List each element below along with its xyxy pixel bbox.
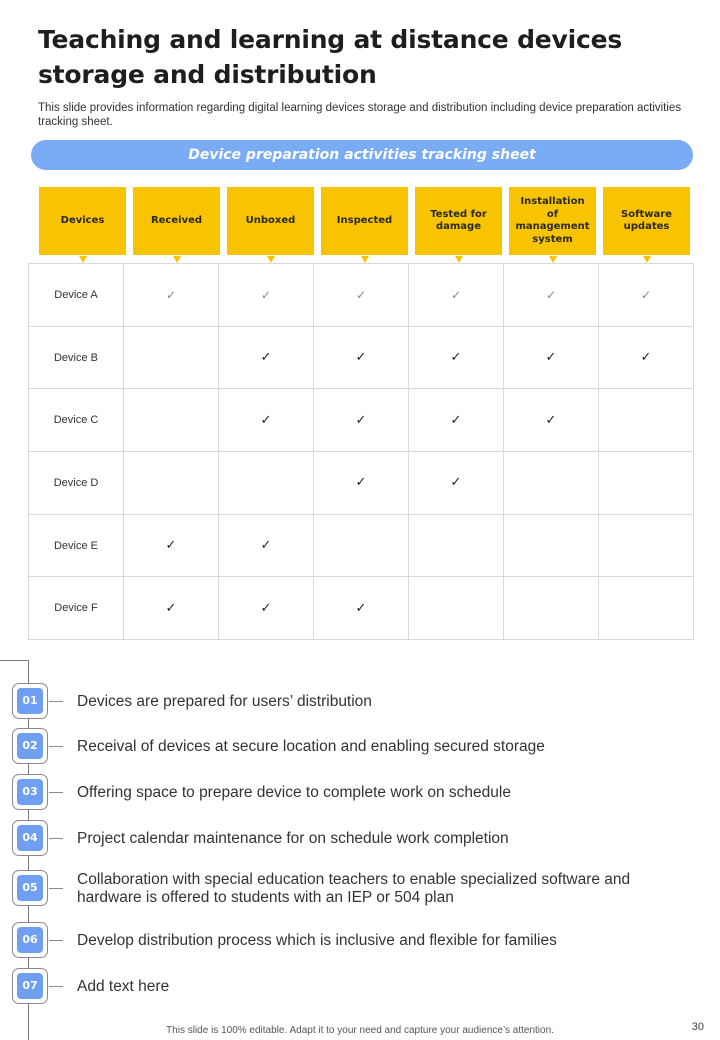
connector-line — [49, 838, 63, 839]
status-cell — [599, 389, 694, 452]
point-text — [77, 870, 667, 908]
number-badge-frame — [12, 683, 48, 719]
page-title: Teaching and learning at distance devices storage and distribution — [38, 25, 623, 89]
number-badge-frame — [12, 922, 48, 958]
check-mark-icon: ✓ — [640, 287, 652, 302]
number-badge-frame — [12, 968, 48, 1004]
table-row — [29, 326, 694, 389]
status-cell — [314, 264, 409, 327]
status-cell — [124, 326, 219, 389]
status-cell — [219, 577, 314, 640]
numbered-point — [12, 820, 712, 858]
status-cell — [599, 577, 694, 640]
connector-line — [49, 888, 63, 889]
point-text — [77, 820, 667, 858]
number-badge: 01 — [17, 688, 43, 714]
status-cell — [599, 264, 694, 327]
status-cell — [124, 389, 219, 452]
status-cell — [504, 452, 599, 515]
pointer-triangle — [643, 256, 651, 263]
point-text-label: Develop distribution process which is inclusive and flexible for families — [77, 932, 557, 949]
check-mark-icon: ✓ — [545, 412, 557, 428]
status-cell — [409, 577, 504, 640]
pointer-triangle — [267, 256, 275, 263]
status-cell — [599, 514, 694, 577]
number-badge: 05 — [17, 875, 43, 901]
pointer-triangle — [79, 256, 87, 263]
page-number: 30 — [691, 1021, 704, 1033]
pointer-triangle — [361, 256, 369, 263]
numbered-point — [12, 968, 712, 1006]
status-cell — [314, 452, 409, 515]
number-badge: 02 — [17, 733, 43, 759]
table-row — [29, 264, 694, 327]
point-text — [77, 774, 667, 812]
status-cell — [504, 264, 599, 327]
status-cell — [504, 577, 599, 640]
check-mark-icon: ✓ — [450, 287, 462, 302]
check-mark-icon: ✓ — [260, 412, 272, 428]
pointer-triangle — [455, 256, 463, 263]
tracking-table — [28, 263, 694, 640]
status-cell — [314, 514, 409, 577]
status-cell — [599, 326, 694, 389]
number-badge-frame — [12, 870, 48, 906]
numbered-point — [12, 870, 712, 908]
point-text-label: Collaboration with special education teachers to enable specialized software and hardware is offered to students with an IEP or 504 plan — [77, 871, 631, 906]
table-row — [29, 514, 694, 577]
point-text — [77, 968, 667, 1006]
status-cell — [409, 514, 504, 577]
status-cell — [599, 452, 694, 515]
header-installation-management-system — [509, 187, 596, 255]
device-name-cell: Device C — [29, 389, 124, 452]
status-cell — [219, 452, 314, 515]
check-mark-icon: ✓ — [545, 287, 557, 302]
point-text-label: Offering space to prepare device to complete work on schedule — [77, 784, 511, 801]
status-cell — [219, 264, 314, 327]
check-mark-icon: ✓ — [545, 350, 557, 366]
header-received — [133, 187, 220, 255]
device-name-cell: Device E — [29, 514, 124, 577]
point-text — [77, 922, 667, 960]
numbered-point — [12, 922, 712, 960]
point-text — [77, 683, 667, 721]
status-cell — [124, 514, 219, 577]
status-cell — [124, 452, 219, 515]
header-unboxed — [227, 187, 314, 255]
header-software-updates — [603, 187, 690, 255]
check-mark-icon: ✓ — [355, 350, 367, 366]
check-mark-icon: ✓ — [165, 600, 177, 616]
check-mark-icon: ✓ — [260, 287, 272, 302]
table-row — [29, 452, 694, 515]
check-mark-icon: ✓ — [260, 600, 272, 616]
header-label: Devices — [60, 214, 105, 226]
status-cell — [314, 389, 409, 452]
footer-note: This slide is 100% editable. Adapt it to your need and capture your audience’s attention. — [166, 1025, 554, 1036]
header-label: Received — [150, 214, 203, 226]
header-devices — [39, 187, 126, 255]
status-cell — [219, 514, 314, 577]
status-cell — [219, 326, 314, 389]
status-cell — [409, 264, 504, 327]
point-text-label: Project calendar maintenance for on schedule work completion — [77, 830, 509, 847]
check-mark-icon: ✓ — [450, 412, 462, 428]
timeline-cap-line — [0, 660, 29, 661]
point-text — [77, 728, 667, 766]
check-mark-icon: ✓ — [450, 350, 462, 366]
connector-line — [49, 940, 63, 941]
device-name-cell: Device A — [29, 264, 124, 327]
numbered-point — [12, 683, 712, 721]
status-cell — [314, 577, 409, 640]
check-mark-icon: ✓ — [355, 475, 367, 491]
point-text-label: Add text here — [77, 978, 170, 995]
connector-line — [49, 986, 63, 987]
number-badge-frame — [12, 820, 48, 856]
header-label: Unboxed — [245, 214, 296, 226]
pointer-triangle — [549, 256, 557, 263]
header-inspected — [321, 187, 408, 255]
point-text-label: Devices are prepared for users’ distribution — [77, 693, 372, 710]
connector-line — [49, 746, 63, 747]
pointer-triangle — [173, 256, 181, 263]
check-mark-icon: ✓ — [355, 600, 367, 616]
table-row — [29, 389, 694, 452]
status-cell — [409, 326, 504, 389]
point-text-label: Receival of devices at secure location and enabling secured storage — [77, 738, 545, 755]
status-cell — [504, 514, 599, 577]
page-subtitle: This slide provides information regarding digital learning devices storage and distribution including device preparation activities tracking sheet. — [38, 102, 682, 128]
status-cell — [409, 389, 504, 452]
status-cell — [314, 326, 409, 389]
connector-line — [49, 792, 63, 793]
check-mark-icon: ✓ — [640, 350, 652, 366]
number-badge-frame — [12, 774, 48, 810]
header-label: Inspected — [336, 214, 393, 226]
number-badge: 07 — [17, 973, 43, 999]
table-header-row — [0, 187, 720, 267]
status-cell — [124, 577, 219, 640]
status-cell — [219, 389, 314, 452]
tracking-sheet-banner: Device preparation activities tracking sheet — [31, 140, 693, 170]
status-cell — [504, 326, 599, 389]
header-label: Tested for damage — [430, 208, 487, 232]
check-mark-icon: ✓ — [260, 350, 272, 366]
status-cell — [409, 452, 504, 515]
header-label: Software updates — [621, 208, 672, 232]
status-cell — [124, 264, 219, 327]
header-tested-for-damage — [415, 187, 502, 255]
numbered-point — [12, 728, 712, 766]
connector-line — [49, 701, 63, 702]
number-badge: 04 — [17, 825, 43, 851]
device-name-cell: Device D — [29, 452, 124, 515]
check-mark-icon: ✓ — [165, 287, 177, 302]
number-badge-frame — [12, 728, 48, 764]
check-mark-icon: ✓ — [450, 475, 462, 491]
device-name-cell: Device F — [29, 577, 124, 640]
number-badge: 03 — [17, 779, 43, 805]
device-name-cell: Device B — [29, 326, 124, 389]
check-mark-icon: ✓ — [355, 412, 367, 428]
table-row — [29, 577, 694, 640]
check-mark-icon: ✓ — [165, 538, 177, 554]
check-mark-icon: ✓ — [355, 287, 367, 302]
status-cell — [504, 389, 599, 452]
header-label: Installation of management system — [515, 196, 590, 245]
check-mark-icon: ✓ — [260, 538, 272, 554]
numbered-point — [12, 774, 712, 812]
number-badge: 06 — [17, 927, 43, 953]
